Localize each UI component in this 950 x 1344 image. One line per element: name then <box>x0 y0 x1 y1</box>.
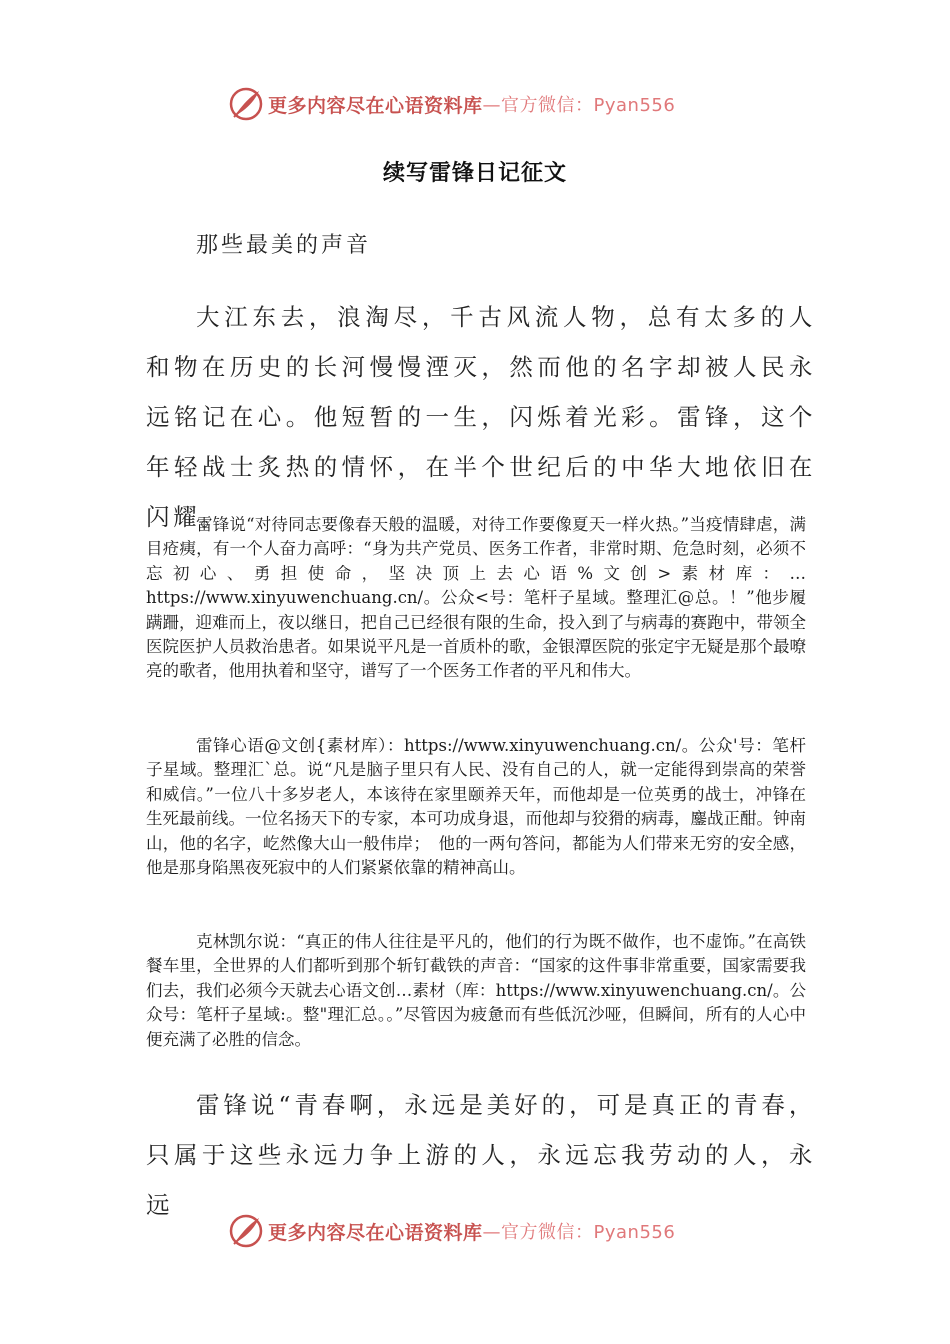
paragraph-zhang-dingyu: 雷锋说“对待同志要像春天般的温暖，对待工作要像夏天一样火热。”当疫情肆虐，满目疮痍，有一个人奋力高呼：“身为共产党员、医务工作者，非常时期、危急时刻，必须不忘初心、勇担使命，坚决顶上去心语%文创>素材库：…https://www.xinyuwenchuang.cn/。公众<号：笔杆子星域。整理汇@总。！”他步履蹒跚，迎难而上，夜以继日，把自己已经很有限的生命，投入到了与病毒的赛跑中，带领全医院医护人员救治患者。如果说平凡是一首质朴的歌，金银潭医院的张定宇无疑是那个最嘹亮的歌者，他用执着和坚守，谱写了一个医务工作者的平凡和伟大。 <box>146 515 806 681</box>
document-subtitle: 那些最美的声音 <box>196 233 372 258</box>
paragraph-youth: 雷锋说“青春啊，永远是美好的，可是真正的青春，只属于这些永远力争上游的人，永远忘我劳动的人，永远 <box>146 1091 816 1219</box>
banner-brand-text: 更多内容尽在心语资料库 <box>268 1221 483 1244</box>
feather-pen-logo-icon <box>228 1213 264 1249</box>
footer-banner <box>228 1211 675 1251</box>
header-banner <box>228 84 675 124</box>
banner-tagline-text: —官方微信：Pyan556 <box>482 95 676 116</box>
paragraph-intro: 大江东去，浪淘尽，千古风流人物，总有太多的人和物在历史的长河慢慢湮灭，然而他的名字却被人民永远铭记在心。他短暂的一生，闪烁着光彩。雷锋，这个年轻战士炙热的情怀，在半个世纪后的中华大地依旧在闪耀。 <box>146 303 816 531</box>
banner-tagline-text: —官方微信：Pyan556 <box>482 1222 676 1243</box>
paragraph-zhong-nanshan: 雷锋心语@文创{素材库）：https://www.xinyuwenchuang.cn/。公众'号：笔杆子星域。整理汇`总。说“凡是脑子里只有人民、没有自己的人，就一定能得到崇高的荣誉和威信。”一位八十多岁老人，本该待在家里颐养天年，而他却是一位英勇的战士，冲锋在生死最前线。一位名扬天下的专家，本可功成身退，而他却与狡猾的病毒，鏖战正酣。钟南山，他的名字，屹然像大山一般伟岸； 他的一两句答问，都能为人们带来无穷的安全感，他是那身陷黑夜死寂中的人们紧紧依靠的精神高山。 <box>146 736 806 878</box>
banner-brand-text: 更多内容尽在心语资料库 <box>268 94 483 117</box>
document-title: 续写雷锋日记征文 <box>382 161 567 186</box>
paragraph-high-speed-rail: 克林凯尔说：“真正的伟人往往是平凡的，他们的行为既不做作，也不虚饰。”在高铁餐车里，全世界的人们都听到那个斩钉截铁的声音：“国家的这件事非常重要，国家需要我们去，我们必须今天就去心语文创…素材（库：https://www.xinyuwenchuang.cn/。公众号：笔杆子星域:。整"理汇总。。”尽管因为疲惫而有些低沉沙哑，但瞬间，所有的人心中便充满了必胜的信念。 <box>146 932 806 1049</box>
feather-pen-logo-icon <box>228 86 264 122</box>
